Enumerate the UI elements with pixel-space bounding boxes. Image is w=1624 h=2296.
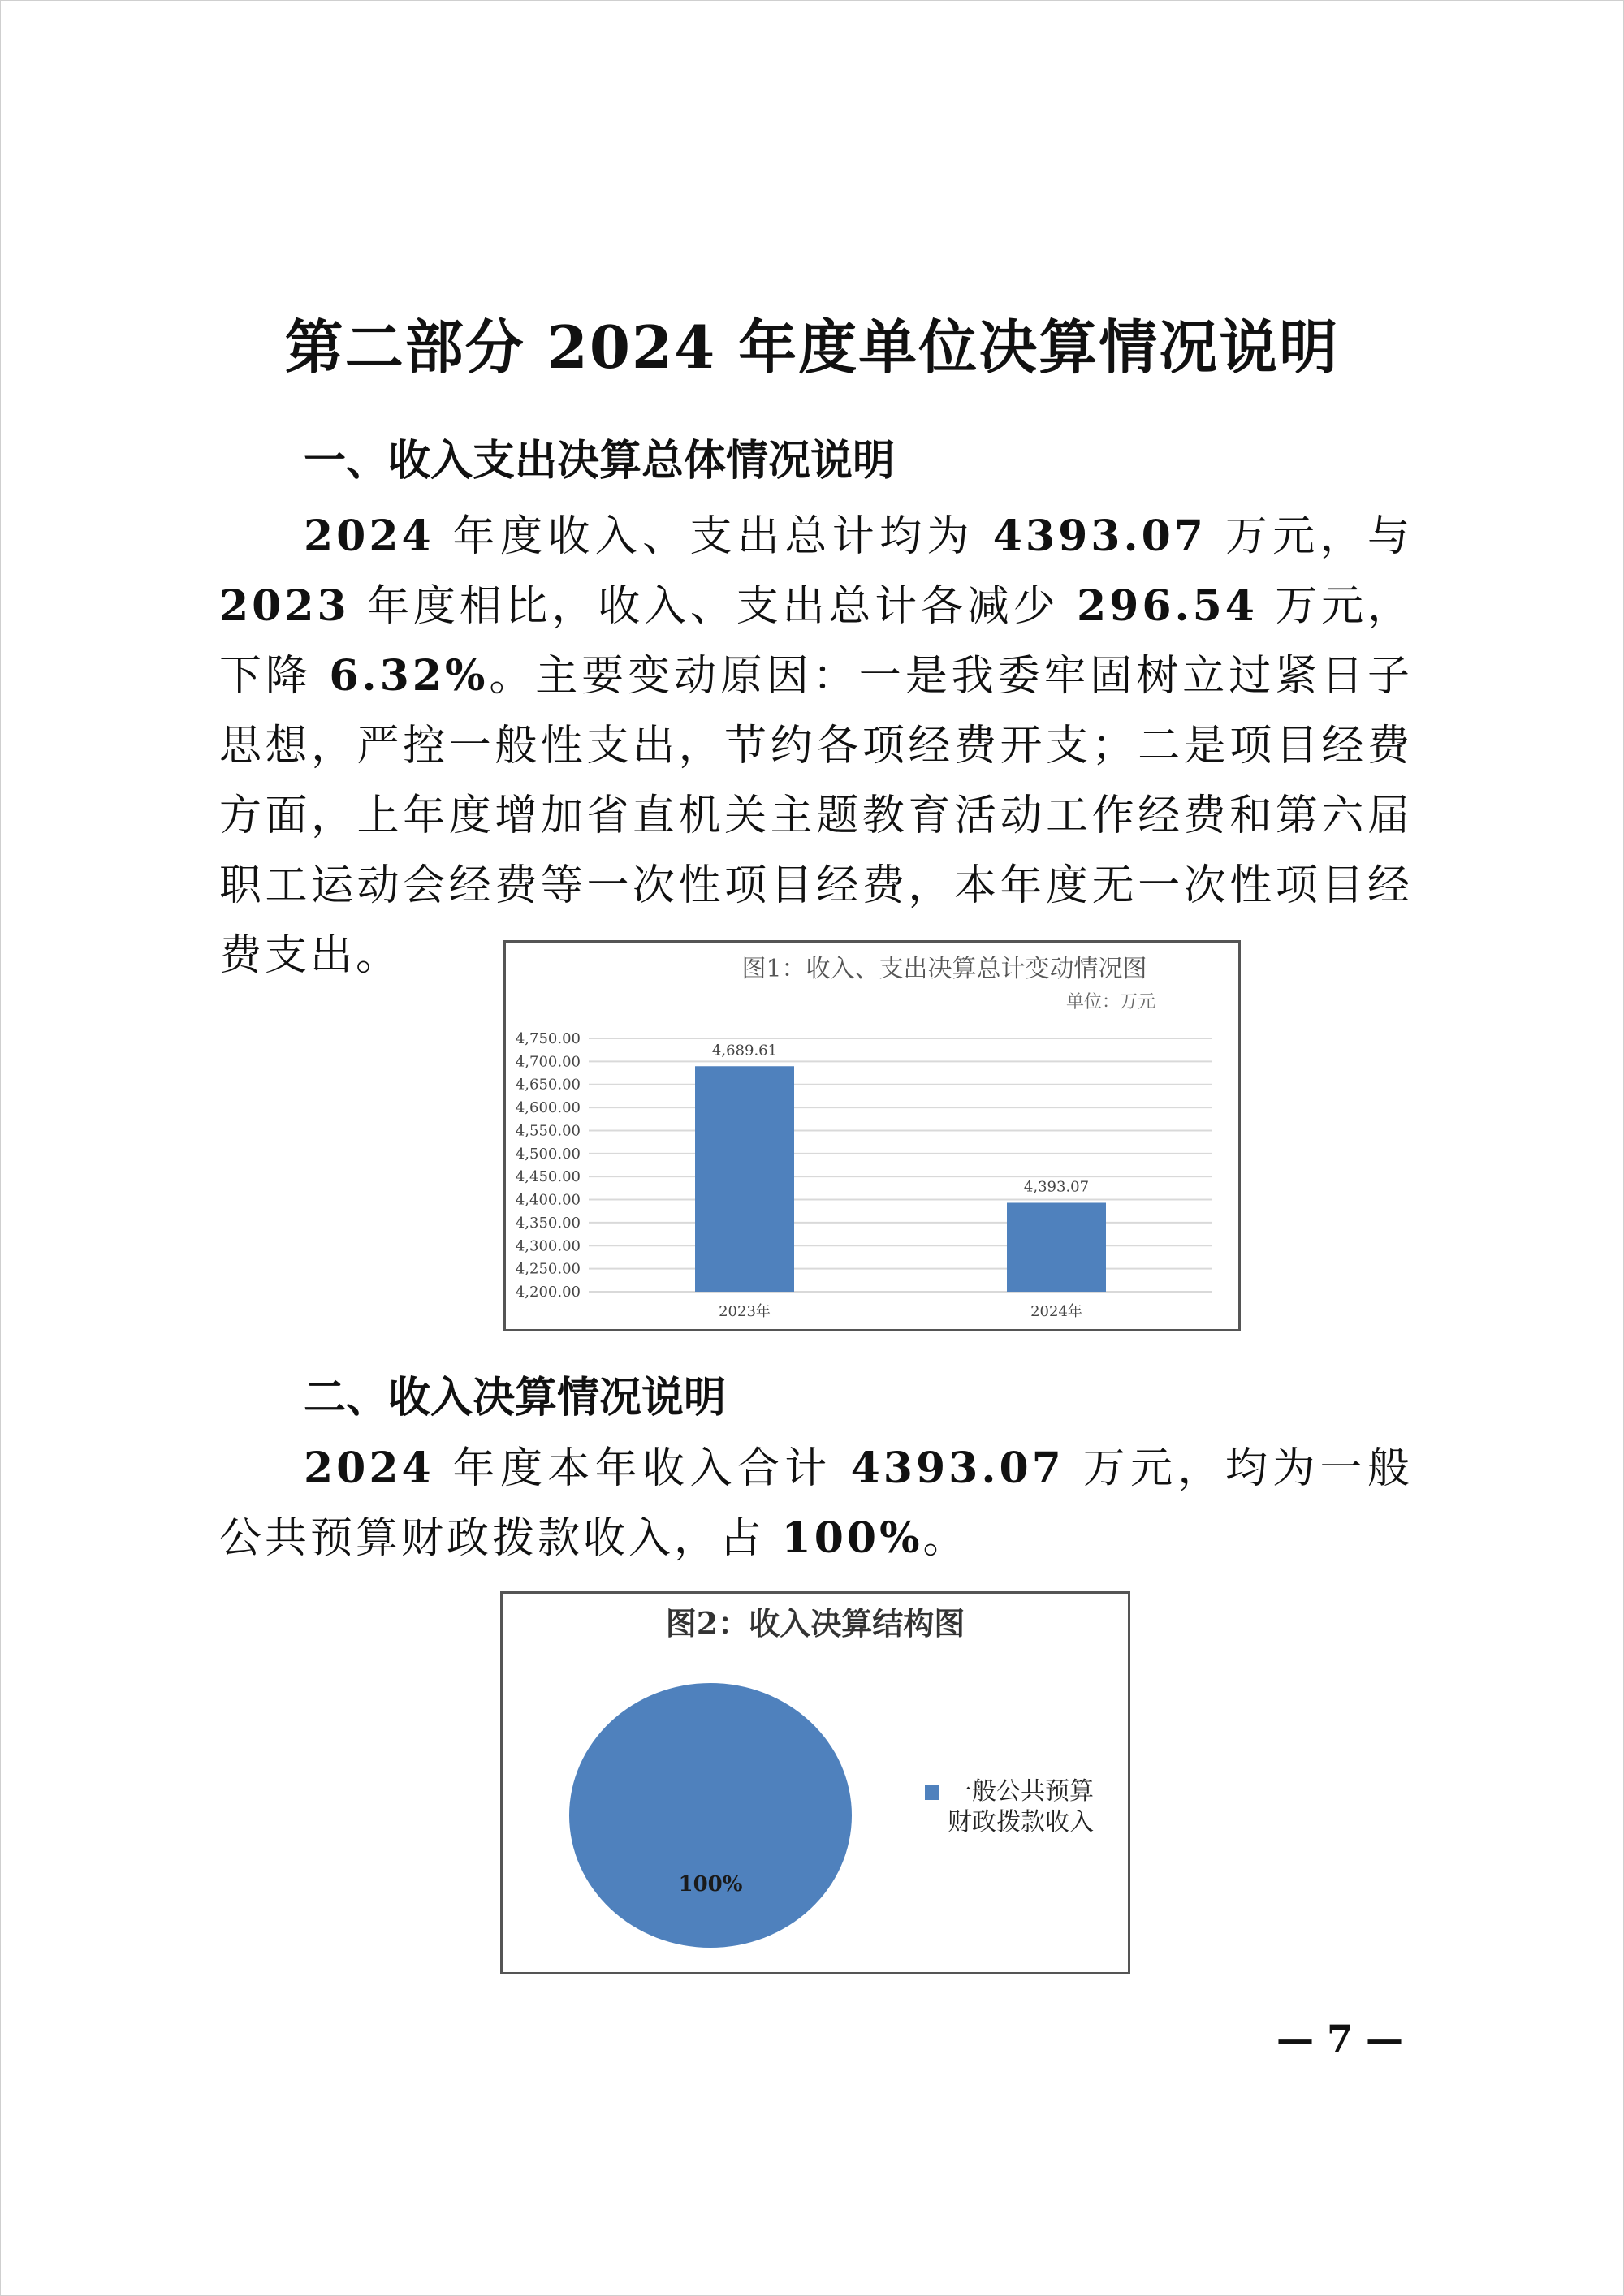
text-segment: 。: [922, 1514, 969, 1563]
section-1-paragraph: [219, 502, 1413, 990]
pie-slice-一般公共预算财政拨款收入: [569, 1683, 852, 1948]
bar-2023年: [695, 1066, 794, 1292]
text-segment: 万元，与: [1206, 512, 1414, 561]
y-tick-label: 4,550.00: [515, 1122, 581, 1140]
text-segment: 年度本年收入合计: [434, 1444, 851, 1493]
y-tick-label: 4,400.00: [515, 1191, 581, 1209]
bar-value-label: 4,689.61: [711, 1042, 778, 1060]
page-title: 第二部分 2024 年度单位决算情况说明: [284, 313, 1340, 382]
text-segment: 年度收入、支出总计均为: [434, 512, 993, 561]
bar-value-label: 4,393.07: [1023, 1178, 1090, 1196]
year-2024: 2024: [304, 511, 434, 561]
income-total: 4393.07: [850, 1444, 1065, 1493]
y-tick-label: 4,750.00: [515, 1030, 581, 1047]
y-tick-label: 4,450.00: [515, 1168, 581, 1186]
year-2024: 2024: [304, 1444, 434, 1493]
y-tick-label: 4,200.00: [515, 1284, 581, 1301]
pie-slice-label: 100%: [678, 1872, 743, 1897]
year-2023: 2023: [219, 581, 350, 631]
bar-2024年: [1007, 1202, 1106, 1292]
text-segment: 万元，下降: [219, 582, 1413, 701]
section-heading-2: 二、收入决算情况说明: [304, 1373, 727, 1422]
y-tick-label: 4,600.00: [515, 1099, 581, 1117]
y-tick-label: 4,500.00: [515, 1145, 581, 1163]
income-percent: 100%: [781, 1513, 923, 1563]
legend-swatch: [925, 1785, 939, 1800]
legend-label-line-1: 一般公共预算: [948, 1777, 1094, 1806]
page-number: — 7 —: [1276, 2017, 1404, 2061]
decrease-percent: 6.32%: [329, 651, 489, 701]
x-tick-label: 2023年: [719, 1303, 771, 1320]
chart-unit-label: 单位：万元: [1066, 992, 1156, 1012]
text-segment: 。主要变动原因：一是我委牢固树立过紧日子思想，严控一般性支出，节约各项经费开支；二是项目经费方面，上年度增加省直机关主题教育活动工作经费和第六届职工运动会经费等一次性项目经费，本年度无一次性项目经费支出。: [219, 652, 1413, 980]
figure-1-bar-chart: [503, 940, 1241, 1331]
section-heading-1: 一、收入支出决算总体情况说明: [304, 436, 896, 486]
bar-chart-svg: [506, 943, 1238, 1329]
text-segment: 万元，均为一般公共预算财政拨款收入，占: [219, 1444, 1414, 1563]
chart-title: 图1：收入、支出决算总计变动情况图: [741, 955, 1147, 983]
text-segment: 年度相比，收入、支出总计各减少: [349, 582, 1077, 631]
y-tick-label: 4,350.00: [515, 1214, 581, 1232]
chart-title: 图2：收入决算结构图: [665, 1605, 965, 1642]
y-tick-label: 4,300.00: [515, 1237, 581, 1255]
y-tick-label: 4,650.00: [515, 1076, 581, 1094]
total-amount: 4393.07: [992, 511, 1207, 561]
x-tick-label: 2024年: [1030, 1303, 1082, 1320]
figure-2-pie-chart: [500, 1591, 1130, 1974]
legend-label-line-2: 财政拨款收入: [948, 1808, 1094, 1836]
section-2-paragraph: [219, 1434, 1413, 1573]
decrease-amount: 296.54: [1076, 581, 1258, 631]
y-tick-label: 4,250.00: [515, 1260, 581, 1278]
y-tick-label: 4,700.00: [515, 1053, 581, 1071]
